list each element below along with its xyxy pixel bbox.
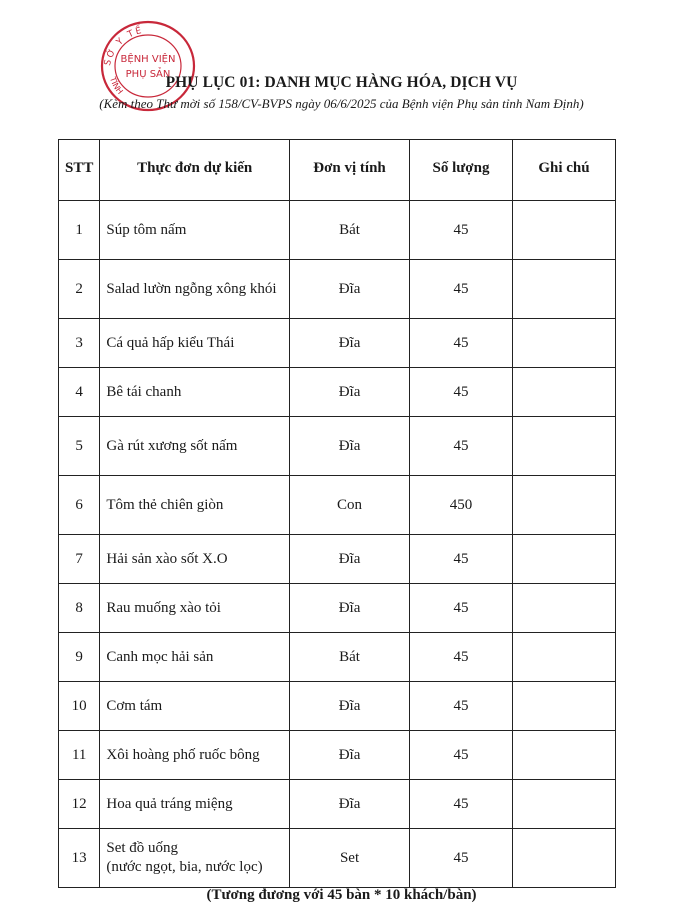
row-dish: Hoa quả tráng miệng <box>100 780 290 829</box>
row-stt: 4 <box>59 368 100 417</box>
row-qty: 45 <box>410 535 513 584</box>
row-unit: Con <box>290 476 410 535</box>
row-unit: Set <box>290 829 410 888</box>
header-stt: STT <box>59 140 100 201</box>
table-row <box>59 535 616 584</box>
seal-bottom-text: TỈNH <box>108 75 125 97</box>
row-dish: Tôm thẻ chiên giòn <box>100 476 290 535</box>
row-stt: 12 <box>59 780 100 829</box>
row-dish: Salad lườn ngỗng xông khói <box>100 260 290 319</box>
row-note <box>512 201 615 260</box>
row-note <box>512 476 615 535</box>
row-stt: 13 <box>59 829 100 888</box>
row-stt: 2 <box>59 260 100 319</box>
row-qty: 450 <box>410 476 513 535</box>
table-row <box>59 780 616 829</box>
seal-top-text: SỞ Y TẾ <box>103 25 145 67</box>
row-qty: 45 <box>410 201 513 260</box>
table-row <box>59 633 616 682</box>
row-note <box>512 731 615 780</box>
row-unit: Đĩa <box>290 731 410 780</box>
row-qty: 45 <box>410 417 513 476</box>
row-unit: Đĩa <box>290 417 410 476</box>
row-note <box>512 319 615 368</box>
menu-table <box>58 139 616 888</box>
header-dish: Thực đơn dự kiến <box>100 140 290 201</box>
row-stt: 3 <box>59 319 100 368</box>
row-qty: 45 <box>410 584 513 633</box>
table-row <box>59 829 616 888</box>
row-note <box>512 417 615 476</box>
table-row <box>59 476 616 535</box>
row-dish: Hải sản xào sốt X.O <box>100 535 290 584</box>
row-note <box>512 535 615 584</box>
row-dish-line2: (nước ngọt, bia, nước lọc) <box>106 859 263 875</box>
row-unit: Đĩa <box>290 780 410 829</box>
table-row <box>59 319 616 368</box>
row-qty: 45 <box>410 260 513 319</box>
row-qty: 45 <box>410 829 513 888</box>
row-note <box>512 829 615 888</box>
row-unit: Bát <box>290 201 410 260</box>
row-dish: Súp tôm nấm <box>100 201 290 260</box>
row-qty: 45 <box>410 319 513 368</box>
row-stt: 11 <box>59 731 100 780</box>
row-dish: Canh mọc hải sản <box>100 633 290 682</box>
row-stt: 9 <box>59 633 100 682</box>
row-note <box>512 633 615 682</box>
table-row <box>59 417 616 476</box>
row-dish: Bê tái chanh <box>100 368 290 417</box>
row-stt: 7 <box>59 535 100 584</box>
row-unit: Đĩa <box>290 584 410 633</box>
row-note <box>512 682 615 731</box>
page-title: PHỤ LỤC 01: DANH MỤC HÀNG HÓA, DỊCH VỤ <box>165 74 518 91</box>
row-qty: 45 <box>410 633 513 682</box>
table-row <box>59 260 616 319</box>
seal-line1: BỆNH VIỆN <box>120 54 176 65</box>
table-row <box>59 584 616 633</box>
row-dish <box>100 829 290 888</box>
row-stt: 1 <box>59 201 100 260</box>
row-unit: Đĩa <box>290 319 410 368</box>
row-note <box>512 780 615 829</box>
row-dish-line1: Set đồ uống <box>106 840 179 856</box>
row-dish: Gà rút xương sốt nấm <box>100 417 290 476</box>
row-dish: Xôi hoàng phố ruốc bông <box>100 731 290 780</box>
row-note <box>512 584 615 633</box>
header-note: Ghi chú <box>512 140 615 201</box>
row-unit: Bát <box>290 633 410 682</box>
header-qty: Số lượng <box>410 140 513 201</box>
row-qty: 45 <box>410 780 513 829</box>
seal-line2: PHỤ SẢN <box>125 69 171 80</box>
table-row <box>59 201 616 260</box>
row-dish: Cá quả hấp kiểu Thái <box>100 319 290 368</box>
page-subtitle: (Kèm theo Thư mời số 158/CV-BVPS ngày 06/6/2025 của Bệnh viện Phụ sản tỉnh Nam Định) <box>99 96 584 111</box>
footer-note: (Tương đương với 45 bàn * 10 khách/bàn) <box>206 887 477 903</box>
row-qty: 45 <box>410 368 513 417</box>
row-unit: Đĩa <box>290 260 410 319</box>
row-qty: 45 <box>410 731 513 780</box>
row-unit: Đĩa <box>290 535 410 584</box>
row-dish: Rau muống xào tỏi <box>100 584 290 633</box>
row-dish: Cơm tám <box>100 682 290 731</box>
row-qty: 45 <box>410 682 513 731</box>
table-header-row <box>59 140 616 201</box>
row-stt: 8 <box>59 584 100 633</box>
header-unit: Đơn vị tính <box>290 140 410 201</box>
row-unit: Đĩa <box>290 682 410 731</box>
row-stt: 6 <box>59 476 100 535</box>
table-row <box>59 368 616 417</box>
row-note <box>512 368 615 417</box>
row-stt: 10 <box>59 682 100 731</box>
table-row <box>59 682 616 731</box>
row-unit: Đĩa <box>290 368 410 417</box>
row-note <box>512 260 615 319</box>
table-row <box>59 731 616 780</box>
row-stt: 5 <box>59 417 100 476</box>
